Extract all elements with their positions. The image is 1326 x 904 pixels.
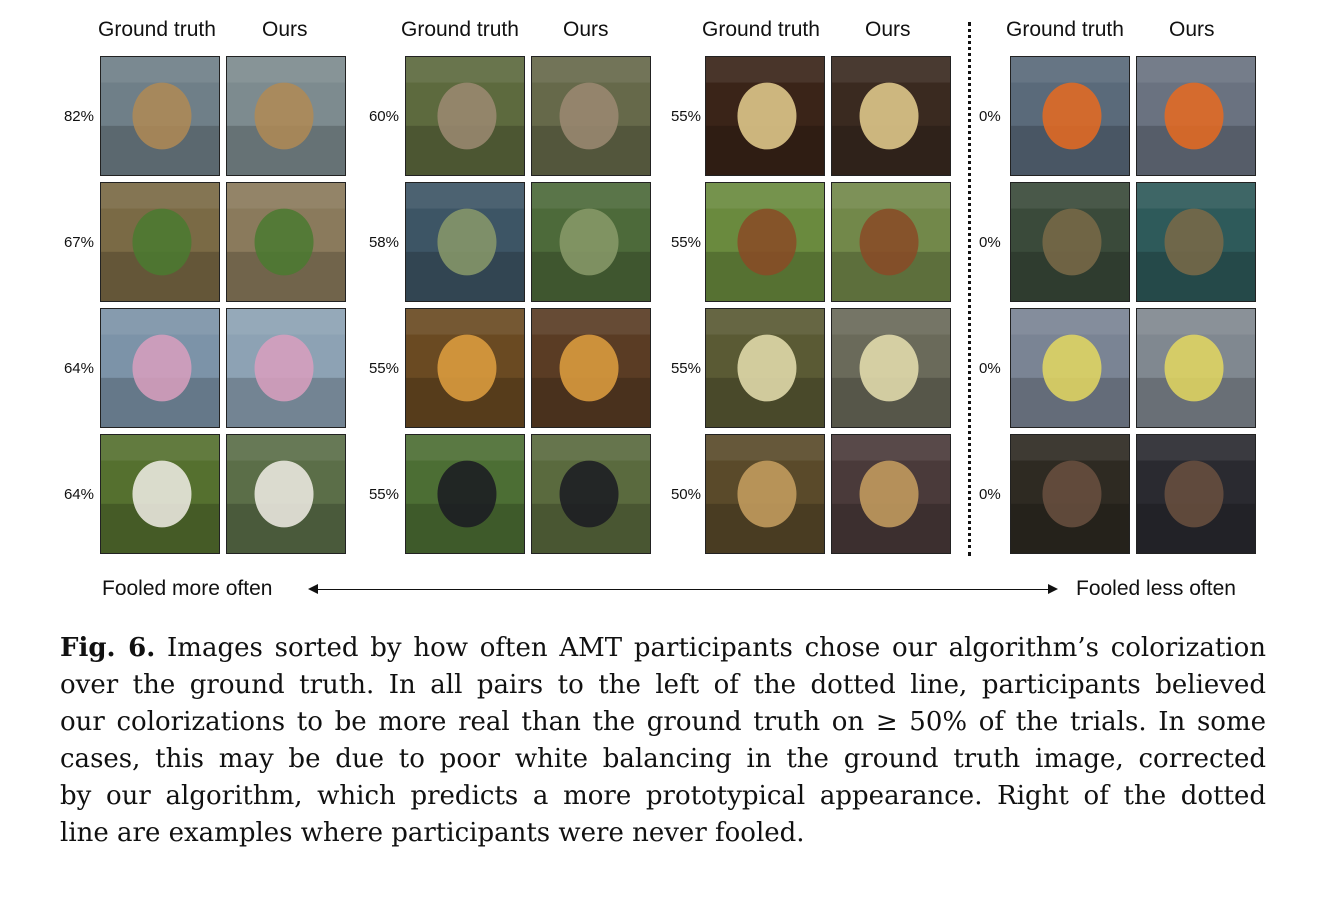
header-ours: Ours <box>865 18 911 41</box>
ground-truth-image-black-puppy <box>405 434 525 554</box>
ours-image-black-puppy <box>531 434 651 554</box>
fooled-percentage: 82% <box>63 108 94 125</box>
fooled-percentage: 50% <box>670 486 701 503</box>
ground-truth-image-chameleon <box>405 182 525 302</box>
ground-truth-image-food-plate <box>705 56 825 176</box>
fooled-percentage: 55% <box>670 360 701 377</box>
header-ours: Ours <box>1169 18 1215 41</box>
ours-image-orange-van <box>1136 56 1256 176</box>
caption-line: our colorizations to be more real than the ground truth on ≥ 50% of the trials. In some <box>60 707 1266 737</box>
ours-image-squirrel <box>1136 434 1256 554</box>
ground-truth-image-playground <box>705 308 825 428</box>
caption-line: over the ground truth. In all pairs to the left of the dotted line, participants believed <box>60 670 1266 700</box>
fooled-less-label: Fooled less often <box>1076 577 1236 600</box>
ground-truth-image-underwater-fish <box>1010 182 1130 302</box>
arrow-right-head <box>1048 584 1058 594</box>
ground-truth-image-elephant <box>100 182 220 302</box>
ours-image-elephant <box>226 182 346 302</box>
caption-label: Fig. 6. <box>60 633 156 663</box>
ours-image-chameleon <box>531 182 651 302</box>
ground-truth-image-spoonbill <box>100 308 220 428</box>
ours-image-metal-grater <box>531 308 651 428</box>
header-ground-truth: Ground truth <box>98 18 216 41</box>
dotted-divider <box>968 22 971 556</box>
fooled-percentage: 67% <box>63 234 94 251</box>
caption-line: cases, this may be due to poor white balancing in the ground truth image, corrected <box>60 744 1266 774</box>
ours-image-underwater-fish <box>1136 182 1256 302</box>
ours-image-spoonbill <box>226 308 346 428</box>
double-arrow <box>310 589 1056 590</box>
ours-image-borzoi-dog <box>226 434 346 554</box>
fooled-percentage: 0% <box>979 108 1001 125</box>
ground-truth-image-garbage-truck <box>1010 308 1130 428</box>
arrow-left-head <box>308 584 318 594</box>
ours-image-playground <box>831 308 951 428</box>
header-ground-truth: Ground truth <box>702 18 820 41</box>
fooled-percentage: 55% <box>670 234 701 251</box>
fooled-percentage: 0% <box>979 360 1001 377</box>
ground-truth-image-snake-skin <box>705 434 825 554</box>
ours-image-spaniel <box>831 182 951 302</box>
fooled-percentage: 64% <box>63 360 94 377</box>
caption-line: by our algorithm, which predicts a more prototypical appearance. Right of the dotted <box>60 781 1266 811</box>
fooled-percentage: 60% <box>368 108 399 125</box>
figure-caption <box>60 630 1266 852</box>
ground-truth-image-orange-van <box>1010 56 1130 176</box>
header-ground-truth: Ground truth <box>401 18 519 41</box>
ours-image-dog-in-water <box>226 56 346 176</box>
caption-line: line are examples where participants were never fooled. <box>60 818 805 848</box>
header-ground-truth: Ground truth <box>1006 18 1124 41</box>
ground-truth-image-squirrel <box>1010 434 1130 554</box>
fooled-percentage: 55% <box>368 360 399 377</box>
ground-truth-image-spaniel <box>705 182 825 302</box>
fooled-percentage: 0% <box>979 234 1001 251</box>
ground-truth-image-borzoi-dog <box>100 434 220 554</box>
ours-image-garbage-truck <box>1136 308 1256 428</box>
ground-truth-image-dog-in-water <box>100 56 220 176</box>
fooled-percentage: 64% <box>63 486 94 503</box>
fooled-more-label: Fooled more often <box>102 577 273 600</box>
header-ours: Ours <box>563 18 609 41</box>
ground-truth-image-wolf <box>405 56 525 176</box>
caption-line <box>60 630 1266 667</box>
ours-image-wolf <box>531 56 651 176</box>
fooled-percentage: 55% <box>368 486 399 503</box>
fooled-percentage: 0% <box>979 486 1001 503</box>
fooled-percentage: 58% <box>368 234 399 251</box>
ours-image-food-plate <box>831 56 951 176</box>
ours-image-snake-skin <box>831 434 951 554</box>
header-ours: Ours <box>262 18 308 41</box>
caption-text: Images sorted by how often AMT participants chose our algorithm’s colorization <box>155 633 1266 663</box>
ground-truth-image-metal-grater <box>405 308 525 428</box>
fooled-percentage: 55% <box>670 108 701 125</box>
